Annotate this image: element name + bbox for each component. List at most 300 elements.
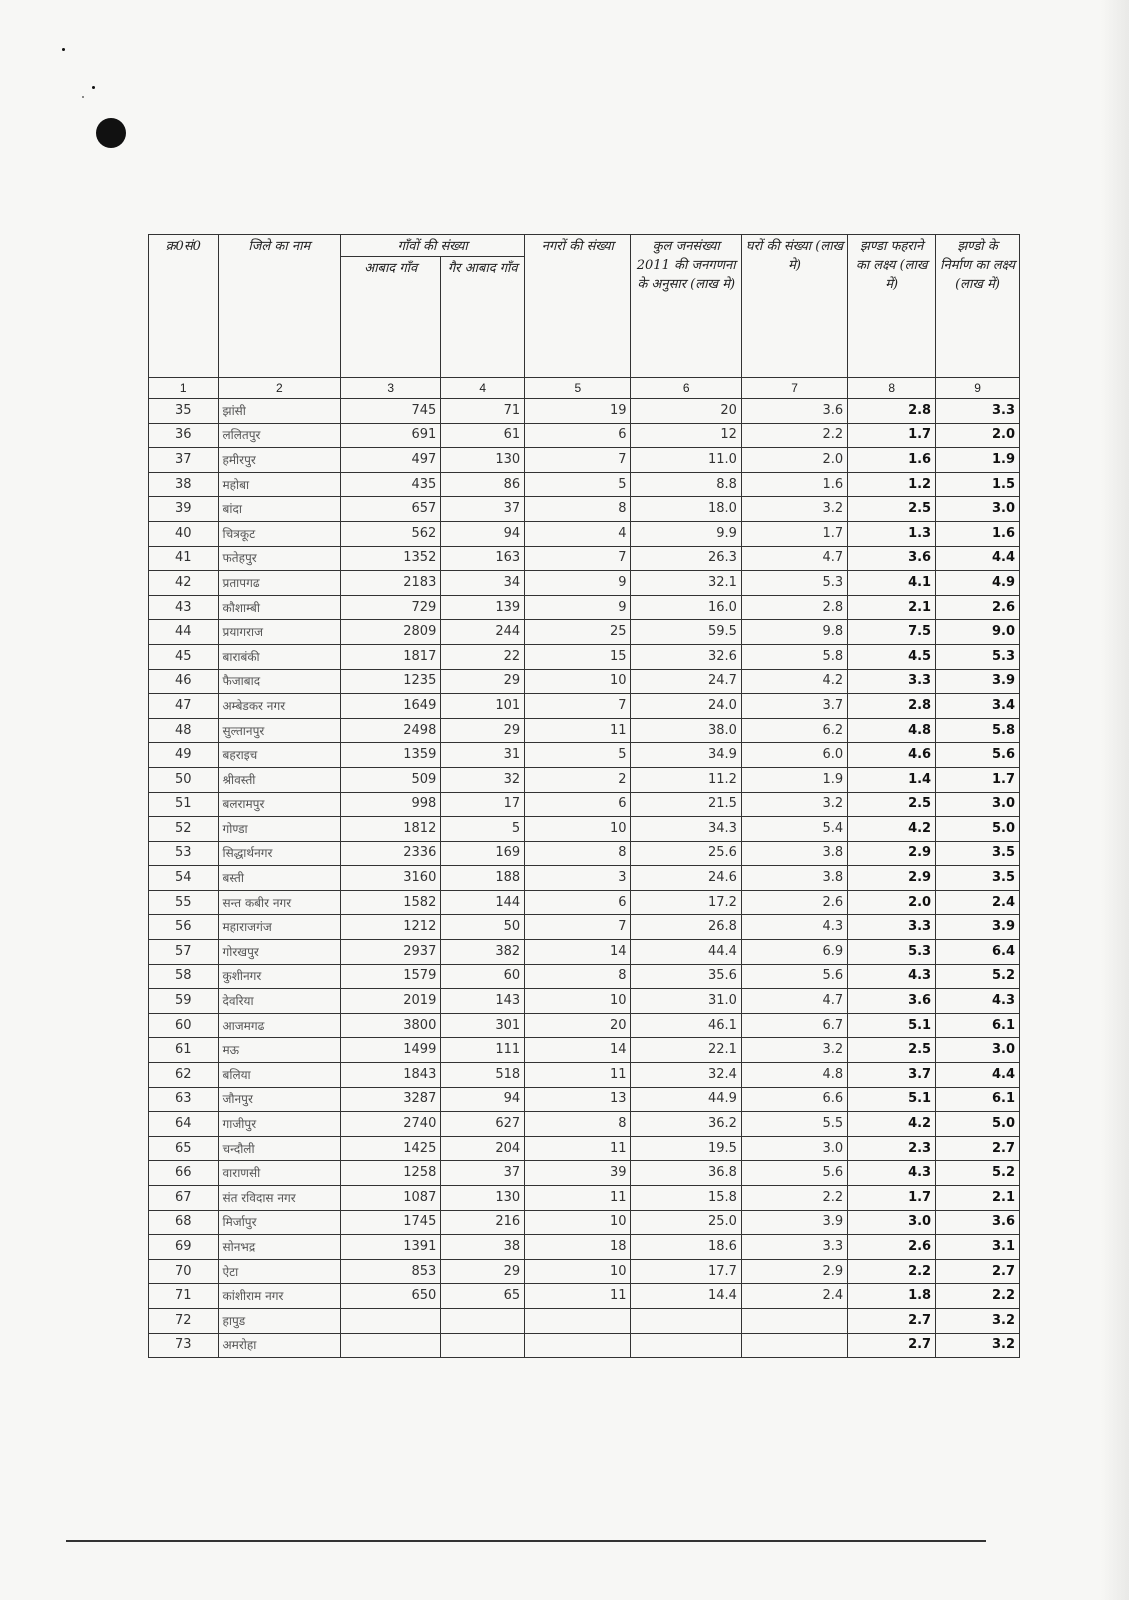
cell-towns: 7 [525, 915, 631, 940]
cell-district: देवरिया [218, 989, 341, 1014]
table-row [149, 915, 1020, 940]
column-number: 2 [218, 378, 341, 399]
scan-speck [92, 86, 95, 89]
cell-towns [525, 1333, 631, 1358]
cell-population: 26.3 [631, 546, 741, 571]
cell-uninhabited-villages: 301 [441, 1013, 525, 1038]
cell-houses [741, 1333, 847, 1358]
cell-uninhabited-villages: 101 [441, 694, 525, 719]
cell-district: चन्दौली [218, 1136, 341, 1161]
cell-houses: 4.7 [741, 989, 847, 1014]
cell-flag-hoisting-target: 2.5 [848, 792, 936, 817]
cell-sn: 67 [149, 1186, 219, 1211]
cell-flag-hoisting-target: 4.8 [848, 718, 936, 743]
cell-inhabited-villages: 1745 [341, 1210, 441, 1235]
cell-flag-making-target: 3.5 [936, 866, 1020, 891]
cell-houses: 3.2 [741, 497, 847, 522]
cell-uninhabited-villages [441, 1308, 525, 1333]
cell-sn: 52 [149, 817, 219, 842]
cell-flag-hoisting-target: 2.9 [848, 866, 936, 891]
cell-uninhabited-villages: 130 [441, 448, 525, 473]
cell-towns: 2 [525, 767, 631, 792]
cell-flag-making-target: 2.2 [936, 1284, 1020, 1309]
cell-towns: 14 [525, 1038, 631, 1063]
cell-flag-hoisting-target: 5.1 [848, 1013, 936, 1038]
cell-flag-hoisting-target: 3.6 [848, 989, 936, 1014]
cell-sn: 54 [149, 866, 219, 891]
cell-sn: 65 [149, 1136, 219, 1161]
cell-district: फतेहपुर [218, 546, 341, 571]
cell-inhabited-villages: 2740 [341, 1112, 441, 1137]
cell-flag-hoisting-target: 2.7 [848, 1333, 936, 1358]
cell-population: 35.6 [631, 964, 741, 989]
cell-flag-hoisting-target: 1.7 [848, 1186, 936, 1211]
cell-flag-hoisting-target: 2.8 [848, 399, 936, 424]
punch-hole [96, 118, 126, 148]
cell-houses: 5.4 [741, 817, 847, 842]
cell-flag-hoisting-target: 2.6 [848, 1235, 936, 1260]
cell-population: 18.0 [631, 497, 741, 522]
cell-houses: 6.6 [741, 1087, 847, 1112]
cell-flag-making-target: 5.2 [936, 1161, 1020, 1186]
cell-inhabited-villages: 1817 [341, 644, 441, 669]
cell-inhabited-villages: 657 [341, 497, 441, 522]
cell-flag-hoisting-target: 4.3 [848, 1161, 936, 1186]
cell-houses: 3.8 [741, 866, 847, 891]
header-uninhabited: गैर आबाद गाँव [441, 257, 525, 378]
cell-district: बलरामपुर [218, 792, 341, 817]
cell-sn: 41 [149, 546, 219, 571]
cell-uninhabited-villages: 22 [441, 644, 525, 669]
table-row [149, 718, 1020, 743]
cell-towns: 10 [525, 1210, 631, 1235]
cell-towns: 4 [525, 521, 631, 546]
column-number: 7 [741, 378, 847, 399]
cell-houses: 3.9 [741, 1210, 847, 1235]
column-number: 6 [631, 378, 741, 399]
table-row [149, 792, 1020, 817]
cell-uninhabited-villages: 169 [441, 841, 525, 866]
table-row [149, 1284, 1020, 1309]
cell-inhabited-villages: 1649 [341, 694, 441, 719]
cell-flag-hoisting-target: 4.1 [848, 571, 936, 596]
cell-population: 34.9 [631, 743, 741, 768]
cell-flag-hoisting-target: 4.2 [848, 817, 936, 842]
cell-flag-hoisting-target: 2.9 [848, 841, 936, 866]
cell-district: श्रीवस्ती [218, 767, 341, 792]
table-row [149, 989, 1020, 1014]
cell-population: 44.9 [631, 1087, 741, 1112]
cell-inhabited-villages: 1391 [341, 1235, 441, 1260]
cell-flag-hoisting-target: 3.7 [848, 1063, 936, 1088]
cell-sn: 38 [149, 472, 219, 497]
cell-population: 9.9 [631, 521, 741, 546]
cell-district: महोबा [218, 472, 341, 497]
scan-speck [82, 96, 84, 98]
cell-towns: 11 [525, 1186, 631, 1211]
cell-flag-hoisting-target: 3.0 [848, 1210, 936, 1235]
cell-district: सन्त कबीर नगर [218, 890, 341, 915]
cell-houses: 3.0 [741, 1136, 847, 1161]
cell-houses: 2.2 [741, 1186, 847, 1211]
cell-flag-hoisting-target: 2.0 [848, 890, 936, 915]
cell-flag-making-target: 6.4 [936, 940, 1020, 965]
cell-sn: 39 [149, 497, 219, 522]
cell-flag-making-target: 4.4 [936, 1063, 1020, 1088]
cell-population: 25.0 [631, 1210, 741, 1235]
cell-flag-hoisting-target: 4.6 [848, 743, 936, 768]
table-row [149, 1112, 1020, 1137]
cell-flag-making-target: 3.5 [936, 841, 1020, 866]
cell-flag-hoisting-target: 4.2 [848, 1112, 936, 1137]
cell-district: गाजीपुर [218, 1112, 341, 1137]
cell-uninhabited-villages: 17 [441, 792, 525, 817]
cell-sn: 70 [149, 1259, 219, 1284]
cell-population: 32.4 [631, 1063, 741, 1088]
cell-flag-making-target: 5.8 [936, 718, 1020, 743]
cell-uninhabited-villages: 29 [441, 1259, 525, 1284]
table-row [149, 817, 1020, 842]
footer-rule [66, 1540, 986, 1542]
cell-uninhabited-villages: 139 [441, 595, 525, 620]
cell-uninhabited-villages: 50 [441, 915, 525, 940]
cell-flag-making-target: 2.4 [936, 890, 1020, 915]
cell-sn: 49 [149, 743, 219, 768]
cell-inhabited-villages: 1812 [341, 817, 441, 842]
table-row [149, 964, 1020, 989]
cell-uninhabited-villages: 86 [441, 472, 525, 497]
cell-population: 12 [631, 423, 741, 448]
table-row [149, 1161, 1020, 1186]
cell-population: 31.0 [631, 989, 741, 1014]
cell-houses: 3.3 [741, 1235, 847, 1260]
cell-flag-hoisting-target: 4.5 [848, 644, 936, 669]
cell-population: 26.8 [631, 915, 741, 940]
cell-inhabited-villages: 1212 [341, 915, 441, 940]
cell-inhabited-villages: 2183 [341, 571, 441, 596]
cell-uninhabited-villages: 130 [441, 1186, 525, 1211]
cell-sn: 73 [149, 1333, 219, 1358]
cell-towns: 7 [525, 448, 631, 473]
cell-inhabited-villages: 1359 [341, 743, 441, 768]
cell-district: बलिया [218, 1063, 341, 1088]
cell-inhabited-villages: 998 [341, 792, 441, 817]
cell-uninhabited-villages: 111 [441, 1038, 525, 1063]
table-row [149, 669, 1020, 694]
table-row [149, 497, 1020, 522]
header-flag-making: झण्डो के निर्माण का लक्ष्य (लाख में) [936, 235, 1020, 378]
cell-sn: 60 [149, 1013, 219, 1038]
table-row [149, 448, 1020, 473]
cell-inhabited-villages: 1352 [341, 546, 441, 571]
cell-flag-hoisting-target: 3.3 [848, 915, 936, 940]
cell-flag-hoisting-target: 7.5 [848, 620, 936, 645]
cell-population: 24.6 [631, 866, 741, 891]
cell-inhabited-villages [341, 1333, 441, 1358]
cell-sn: 37 [149, 448, 219, 473]
cell-inhabited-villages: 2809 [341, 620, 441, 645]
cell-houses: 4.8 [741, 1063, 847, 1088]
cell-towns: 8 [525, 497, 631, 522]
cell-uninhabited-villages: 5 [441, 817, 525, 842]
cell-sn: 71 [149, 1284, 219, 1309]
cell-towns: 19 [525, 399, 631, 424]
cell-towns [525, 1308, 631, 1333]
cell-inhabited-villages: 3800 [341, 1013, 441, 1038]
cell-sn: 72 [149, 1308, 219, 1333]
cell-population: 14.4 [631, 1284, 741, 1309]
cell-sn: 42 [149, 571, 219, 596]
cell-houses: 5.3 [741, 571, 847, 596]
cell-uninhabited-villages: 32 [441, 767, 525, 792]
cell-district: अमरोहा [218, 1333, 341, 1358]
cell-flag-making-target: 6.1 [936, 1013, 1020, 1038]
table-row [149, 1308, 1020, 1333]
cell-uninhabited-villages: 627 [441, 1112, 525, 1137]
cell-uninhabited-villages: 163 [441, 546, 525, 571]
cell-houses: 3.8 [741, 841, 847, 866]
cell-uninhabited-villages: 518 [441, 1063, 525, 1088]
table-row [149, 1063, 1020, 1088]
cell-population: 44.4 [631, 940, 741, 965]
header-towns: नगरों की संख्या [525, 235, 631, 378]
cell-flag-making-target: 3.6 [936, 1210, 1020, 1235]
cell-inhabited-villages: 1579 [341, 964, 441, 989]
cell-flag-hoisting-target: 1.7 [848, 423, 936, 448]
cell-population: 25.6 [631, 841, 741, 866]
cell-sn: 48 [149, 718, 219, 743]
cell-district: प्रयागराज [218, 620, 341, 645]
table-row [149, 595, 1020, 620]
table-row [149, 1087, 1020, 1112]
cell-inhabited-villages: 1843 [341, 1063, 441, 1088]
cell-population: 38.0 [631, 718, 741, 743]
cell-sn: 64 [149, 1112, 219, 1137]
cell-flag-hoisting-target: 3.3 [848, 669, 936, 694]
cell-houses [741, 1308, 847, 1333]
column-number: 9 [936, 378, 1020, 399]
cell-flag-hoisting-target: 5.1 [848, 1087, 936, 1112]
cell-sn: 45 [149, 644, 219, 669]
table-row [149, 767, 1020, 792]
cell-inhabited-villages: 1235 [341, 669, 441, 694]
cell-inhabited-villages: 2019 [341, 989, 441, 1014]
scan-edge-shadow [1101, 0, 1129, 1600]
table-row [149, 423, 1020, 448]
cell-population: 11.2 [631, 767, 741, 792]
cell-towns: 14 [525, 940, 631, 965]
cell-houses: 2.0 [741, 448, 847, 473]
cell-towns: 10 [525, 1259, 631, 1284]
cell-houses: 1.7 [741, 521, 847, 546]
table-row [149, 1038, 1020, 1063]
cell-flag-making-target: 3.0 [936, 1038, 1020, 1063]
cell-inhabited-villages: 509 [341, 767, 441, 792]
header-district: जिले का नाम [218, 235, 341, 378]
cell-towns: 8 [525, 841, 631, 866]
cell-uninhabited-villages: 382 [441, 940, 525, 965]
cell-houses: 2.6 [741, 890, 847, 915]
cell-population: 34.3 [631, 817, 741, 842]
cell-district: गोण्डा [218, 817, 341, 842]
table-row [149, 472, 1020, 497]
column-number: 3 [341, 378, 441, 399]
cell-flag-making-target: 3.0 [936, 792, 1020, 817]
cell-flag-hoisting-target: 1.8 [848, 1284, 936, 1309]
cell-houses: 6.7 [741, 1013, 847, 1038]
cell-sn: 56 [149, 915, 219, 940]
cell-district: सोनभद्र [218, 1235, 341, 1260]
cell-houses: 9.8 [741, 620, 847, 645]
cell-uninhabited-villages: 71 [441, 399, 525, 424]
cell-population: 46.1 [631, 1013, 741, 1038]
cell-population: 32.1 [631, 571, 741, 596]
table-row [149, 694, 1020, 719]
cell-flag-making-target: 2.6 [936, 595, 1020, 620]
cell-district: ऐटा [218, 1259, 341, 1284]
cell-uninhabited-villages: 29 [441, 669, 525, 694]
cell-sn: 68 [149, 1210, 219, 1235]
cell-flag-making-target: 3.2 [936, 1308, 1020, 1333]
cell-houses: 2.9 [741, 1259, 847, 1284]
cell-towns: 6 [525, 890, 631, 915]
cell-inhabited-villages: 1582 [341, 890, 441, 915]
header-population: कुल जनसंख्या 2011 की जनगणना के अनुसार (लाख मे) [631, 235, 741, 378]
cell-flag-making-target: 4.9 [936, 571, 1020, 596]
table-row [149, 571, 1020, 596]
cell-uninhabited-villages: 31 [441, 743, 525, 768]
cell-inhabited-villages: 1425 [341, 1136, 441, 1161]
cell-inhabited-villages: 1258 [341, 1161, 441, 1186]
cell-uninhabited-villages: 188 [441, 866, 525, 891]
cell-uninhabited-villages: 94 [441, 521, 525, 546]
cell-uninhabited-villages: 94 [441, 1087, 525, 1112]
cell-uninhabited-villages: 37 [441, 1161, 525, 1186]
table-row [149, 1210, 1020, 1235]
header-houses: घरों की संख्या (लाख मे) [741, 235, 847, 378]
cell-flag-making-target: 1.9 [936, 448, 1020, 473]
cell-towns: 11 [525, 1284, 631, 1309]
cell-houses: 5.6 [741, 964, 847, 989]
cell-houses: 3.2 [741, 792, 847, 817]
cell-flag-hoisting-target: 2.8 [848, 694, 936, 719]
cell-district: बाराबंकी [218, 644, 341, 669]
cell-flag-hoisting-target: 2.3 [848, 1136, 936, 1161]
cell-population: 19.5 [631, 1136, 741, 1161]
cell-district: हमीरपुर [218, 448, 341, 473]
cell-flag-making-target: 4.4 [936, 546, 1020, 571]
cell-flag-making-target: 4.3 [936, 989, 1020, 1014]
cell-houses: 1.6 [741, 472, 847, 497]
cell-flag-making-target: 3.9 [936, 915, 1020, 940]
table-row [149, 841, 1020, 866]
cell-population: 17.7 [631, 1259, 741, 1284]
cell-district: अम्बेडकर नगर [218, 694, 341, 719]
cell-towns: 25 [525, 620, 631, 645]
cell-flag-making-target: 3.1 [936, 1235, 1020, 1260]
cell-sn: 50 [149, 767, 219, 792]
cell-population: 18.6 [631, 1235, 741, 1260]
cell-inhabited-villages: 853 [341, 1259, 441, 1284]
cell-houses: 5.8 [741, 644, 847, 669]
cell-houses: 4.2 [741, 669, 847, 694]
cell-houses: 6.0 [741, 743, 847, 768]
cell-population: 20 [631, 399, 741, 424]
cell-towns: 9 [525, 595, 631, 620]
cell-population [631, 1333, 741, 1358]
cell-flag-hoisting-target: 1.6 [848, 448, 936, 473]
cell-district: गोरखपुर [218, 940, 341, 965]
cell-houses: 6.9 [741, 940, 847, 965]
cell-flag-hoisting-target: 2.7 [848, 1308, 936, 1333]
cell-sn: 66 [149, 1161, 219, 1186]
cell-uninhabited-villages: 29 [441, 718, 525, 743]
cell-district: संत रविदास नगर [218, 1186, 341, 1211]
table-body [149, 399, 1020, 1358]
cell-flag-making-target: 3.0 [936, 497, 1020, 522]
cell-sn: 55 [149, 890, 219, 915]
cell-uninhabited-villages: 143 [441, 989, 525, 1014]
scan-speck [62, 48, 65, 51]
cell-flag-making-target: 5.0 [936, 1112, 1020, 1137]
cell-district: फैजाबाद [218, 669, 341, 694]
cell-district: आजमगढ [218, 1013, 341, 1038]
cell-flag-making-target: 2.7 [936, 1259, 1020, 1284]
cell-sn: 35 [149, 399, 219, 424]
cell-flag-hoisting-target: 2.2 [848, 1259, 936, 1284]
cell-population: 24.0 [631, 694, 741, 719]
cell-inhabited-villages: 1087 [341, 1186, 441, 1211]
cell-uninhabited-villages [441, 1333, 525, 1358]
cell-district: बांदा [218, 497, 341, 522]
cell-towns: 11 [525, 1136, 631, 1161]
cell-district: जौनपुर [218, 1087, 341, 1112]
cell-population: 24.7 [631, 669, 741, 694]
cell-flag-making-target: 2.1 [936, 1186, 1020, 1211]
table-row [149, 1186, 1020, 1211]
cell-flag-making-target: 5.2 [936, 964, 1020, 989]
cell-towns: 7 [525, 694, 631, 719]
cell-towns: 5 [525, 743, 631, 768]
cell-district: बस्ती [218, 866, 341, 891]
column-number: 4 [441, 378, 525, 399]
cell-district: हापुड [218, 1308, 341, 1333]
cell-flag-making-target: 3.2 [936, 1333, 1020, 1358]
cell-houses: 2.8 [741, 595, 847, 620]
cell-uninhabited-villages: 38 [441, 1235, 525, 1260]
header-inhabited: आबाद गाँव [341, 257, 441, 378]
cell-houses: 1.9 [741, 767, 847, 792]
cell-towns: 11 [525, 1063, 631, 1088]
cell-sn: 40 [149, 521, 219, 546]
cell-flag-making-target: 1.7 [936, 767, 1020, 792]
table-row [149, 1136, 1020, 1161]
cell-sn: 44 [149, 620, 219, 645]
cell-towns: 8 [525, 1112, 631, 1137]
cell-sn: 36 [149, 423, 219, 448]
cell-towns: 6 [525, 423, 631, 448]
cell-population: 16.0 [631, 595, 741, 620]
cell-district: सुल्तानपुर [218, 718, 341, 743]
cell-towns: 6 [525, 792, 631, 817]
cell-district: मऊ [218, 1038, 341, 1063]
cell-flag-making-target: 1.6 [936, 521, 1020, 546]
cell-flag-hoisting-target: 1.2 [848, 472, 936, 497]
district-flag-target-table [148, 234, 1020, 1358]
cell-population: 36.2 [631, 1112, 741, 1137]
cell-inhabited-villages: 435 [341, 472, 441, 497]
cell-flag-making-target: 5.6 [936, 743, 1020, 768]
